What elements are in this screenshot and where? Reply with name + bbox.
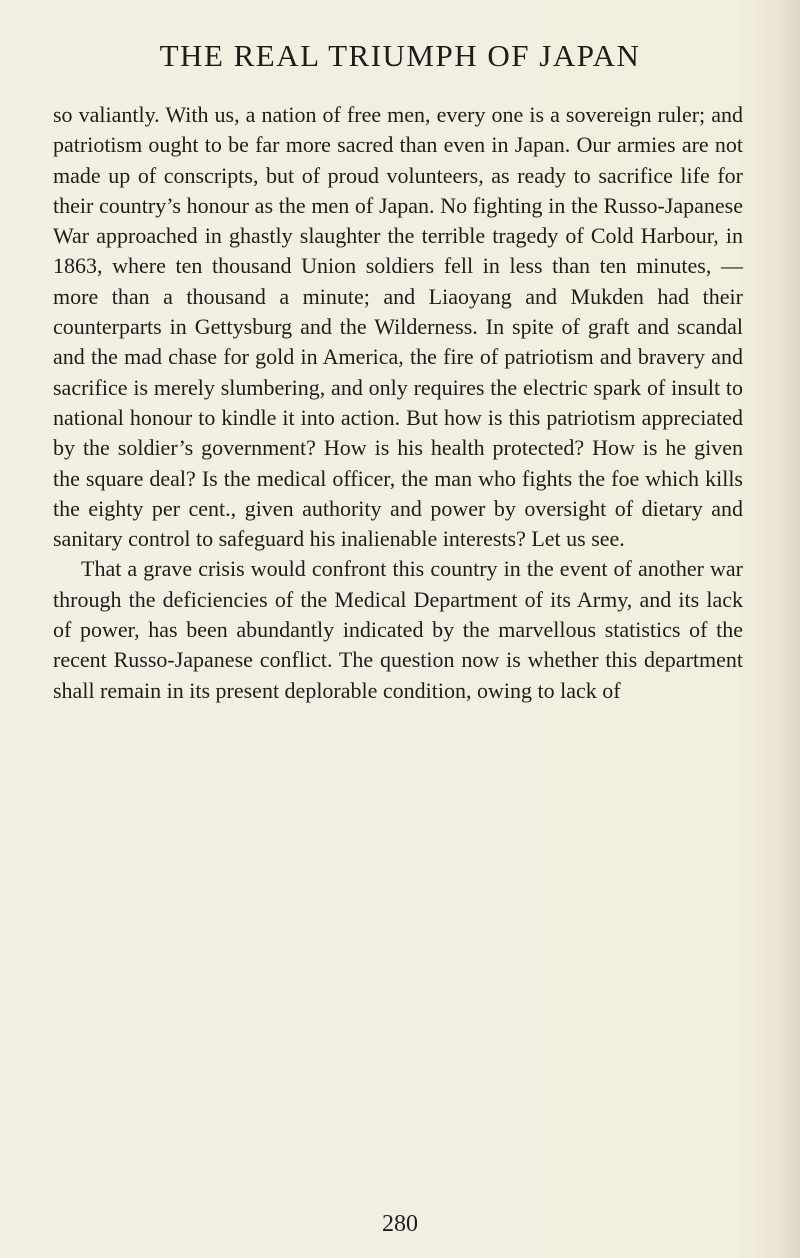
body-text (53, 100, 743, 706)
running-head: THE REAL TRIUMPH OF JAPAN (159, 38, 641, 73)
paragraph-2: That a grave crisis would confront this country in the event of another war through the deficiencies of the Medical Department of its Army, and its lack of power, has been abundantly indicated by the marvellous statistics of the recent Russo-Japanese conflict. The question now is whether this department shall remain in its present deplorable condition, owing to lack of (53, 556, 743, 703)
page-number: 280 (382, 1211, 418, 1237)
paragraph-1: so valiantly. With us, a nation of free men, every one is a sovereign ruler; and patriotism ought to be far more sacred than even in Japan. Our armies are not made up of conscripts, but of proud volunteers, as ready to sacrifice life for their country’s honour as the men of Japan. No fighting in the Russo-Japanese War approached in ghastly slaughter the terrible tragedy of Cold Harbour, in 1863, where ten thousand Union soldiers fell in less than ten minutes, — more than a thousand a minute; and Liaoyang and Mukden had their counterparts in Gettysburg and the Wilderness. In spite of graft and scandal and the mad chase for gold in America, the fire of patriotism and bravery and sacrifice is merely slumbering, and only requires the electric spark of insult to national honour to kindle it into action. But how is this patriotism appreciated by the soldier’s government? How is his health protected? How is he given the square deal? Is the medical officer, the man who fights the foe which kills the eighty per cent., given authority and power by oversight of dietary and sanitary control to safeguard his inalienable interests? Let us see. (53, 102, 743, 552)
